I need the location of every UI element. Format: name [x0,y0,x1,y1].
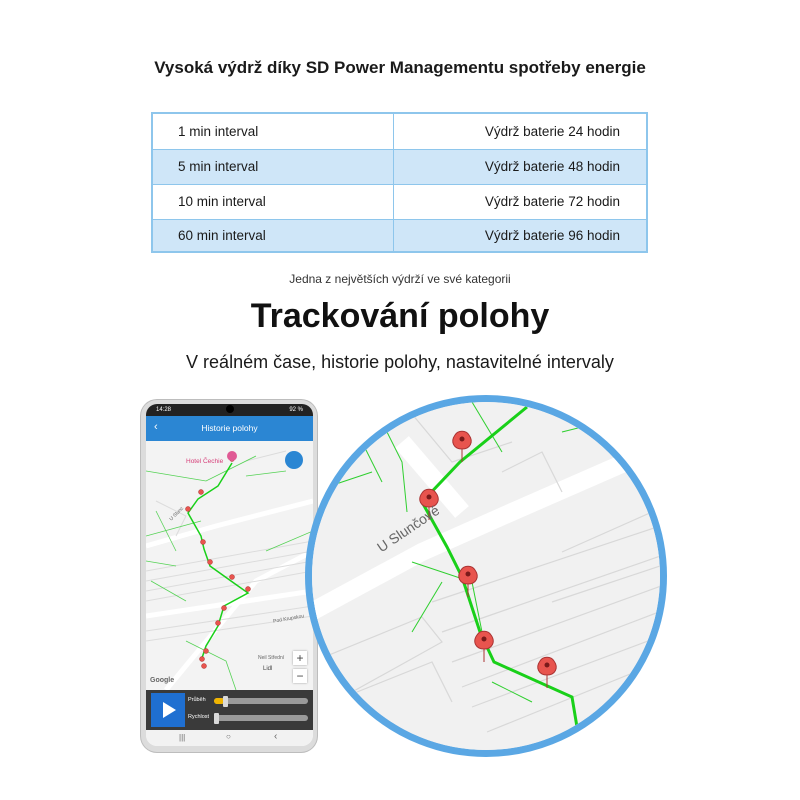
playback-controls [146,690,313,730]
progress-knob[interactable] [223,696,228,707]
status-bar [146,404,313,416]
hotel-label: Hotel Čechie [186,458,224,465]
column-divider [393,114,394,251]
recents-button[interactable]: ||| [179,733,186,742]
table-row [153,114,646,149]
map-graphic [146,441,313,690]
footnote: Jedna z největších výdrží ve své kategorii [289,272,511,286]
camera-icon [226,405,234,413]
interval-cell: 60 min interval [178,227,266,243]
row-divider [153,219,646,220]
table-row [153,149,646,184]
play-icon [151,693,185,727]
section-subtitle: V reálném čase, historie polohy, nastavitelné intervaly [186,352,614,372]
zoom-out-button[interactable]: − [293,669,307,683]
speed-knob[interactable] [214,713,219,724]
street-label: U Slunc [168,505,186,523]
zoom-in-button[interactable]: + [293,651,307,665]
row-divider [153,149,646,150]
progress-slider[interactable] [214,698,308,704]
table-row [153,219,646,251]
app-title: Historie polohy [201,423,258,433]
speed-label: Rychlost [188,714,210,720]
battery-table [151,112,648,253]
status-time: 14:28 [156,407,172,413]
layers-icon[interactable] [285,451,303,469]
endurance-cell: Výdrž baterie 72 hodin [484,194,620,209]
back-button[interactable]: ‹ [274,731,278,742]
headline: Vysoká výdrž díky SD Power Managementu spotřeby energie [154,58,646,77]
section-title: Trackování polohy [250,297,550,335]
magnified-map [312,402,660,750]
home-button[interactable]: ○ [226,732,231,741]
back-arrow-icon[interactable]: ‹ [154,421,158,433]
map-magnifier [305,395,667,757]
street-label: U Slunčové [374,501,443,556]
street-label: Pod Krupskou [272,613,305,625]
play-button[interactable] [151,693,185,727]
android-nav-bar [146,730,313,746]
store-label: Lidl [263,666,273,672]
map-view[interactable] [146,441,313,690]
battery-status: 92 % [289,407,303,413]
google-logo: Google [150,677,175,684]
endurance-cell: Výdrž baterie 24 hodin [484,124,620,139]
interval-cell: 1 min interval [178,124,259,139]
interval-cell: 10 min interval [178,194,266,209]
app-bar [146,416,313,441]
table-row [153,184,646,219]
interval-cell: 5 min interval [178,159,259,174]
phone-screen [146,404,313,746]
poi-label: Neil Střední [258,655,285,661]
endurance-cell: Výdrž baterie 48 hodin [484,159,620,174]
row-divider [153,184,646,185]
endurance-cell: Výdrž baterie 96 hodin [484,227,620,243]
speed-slider[interactable] [214,715,308,721]
progress-label: Průběh [188,697,206,703]
